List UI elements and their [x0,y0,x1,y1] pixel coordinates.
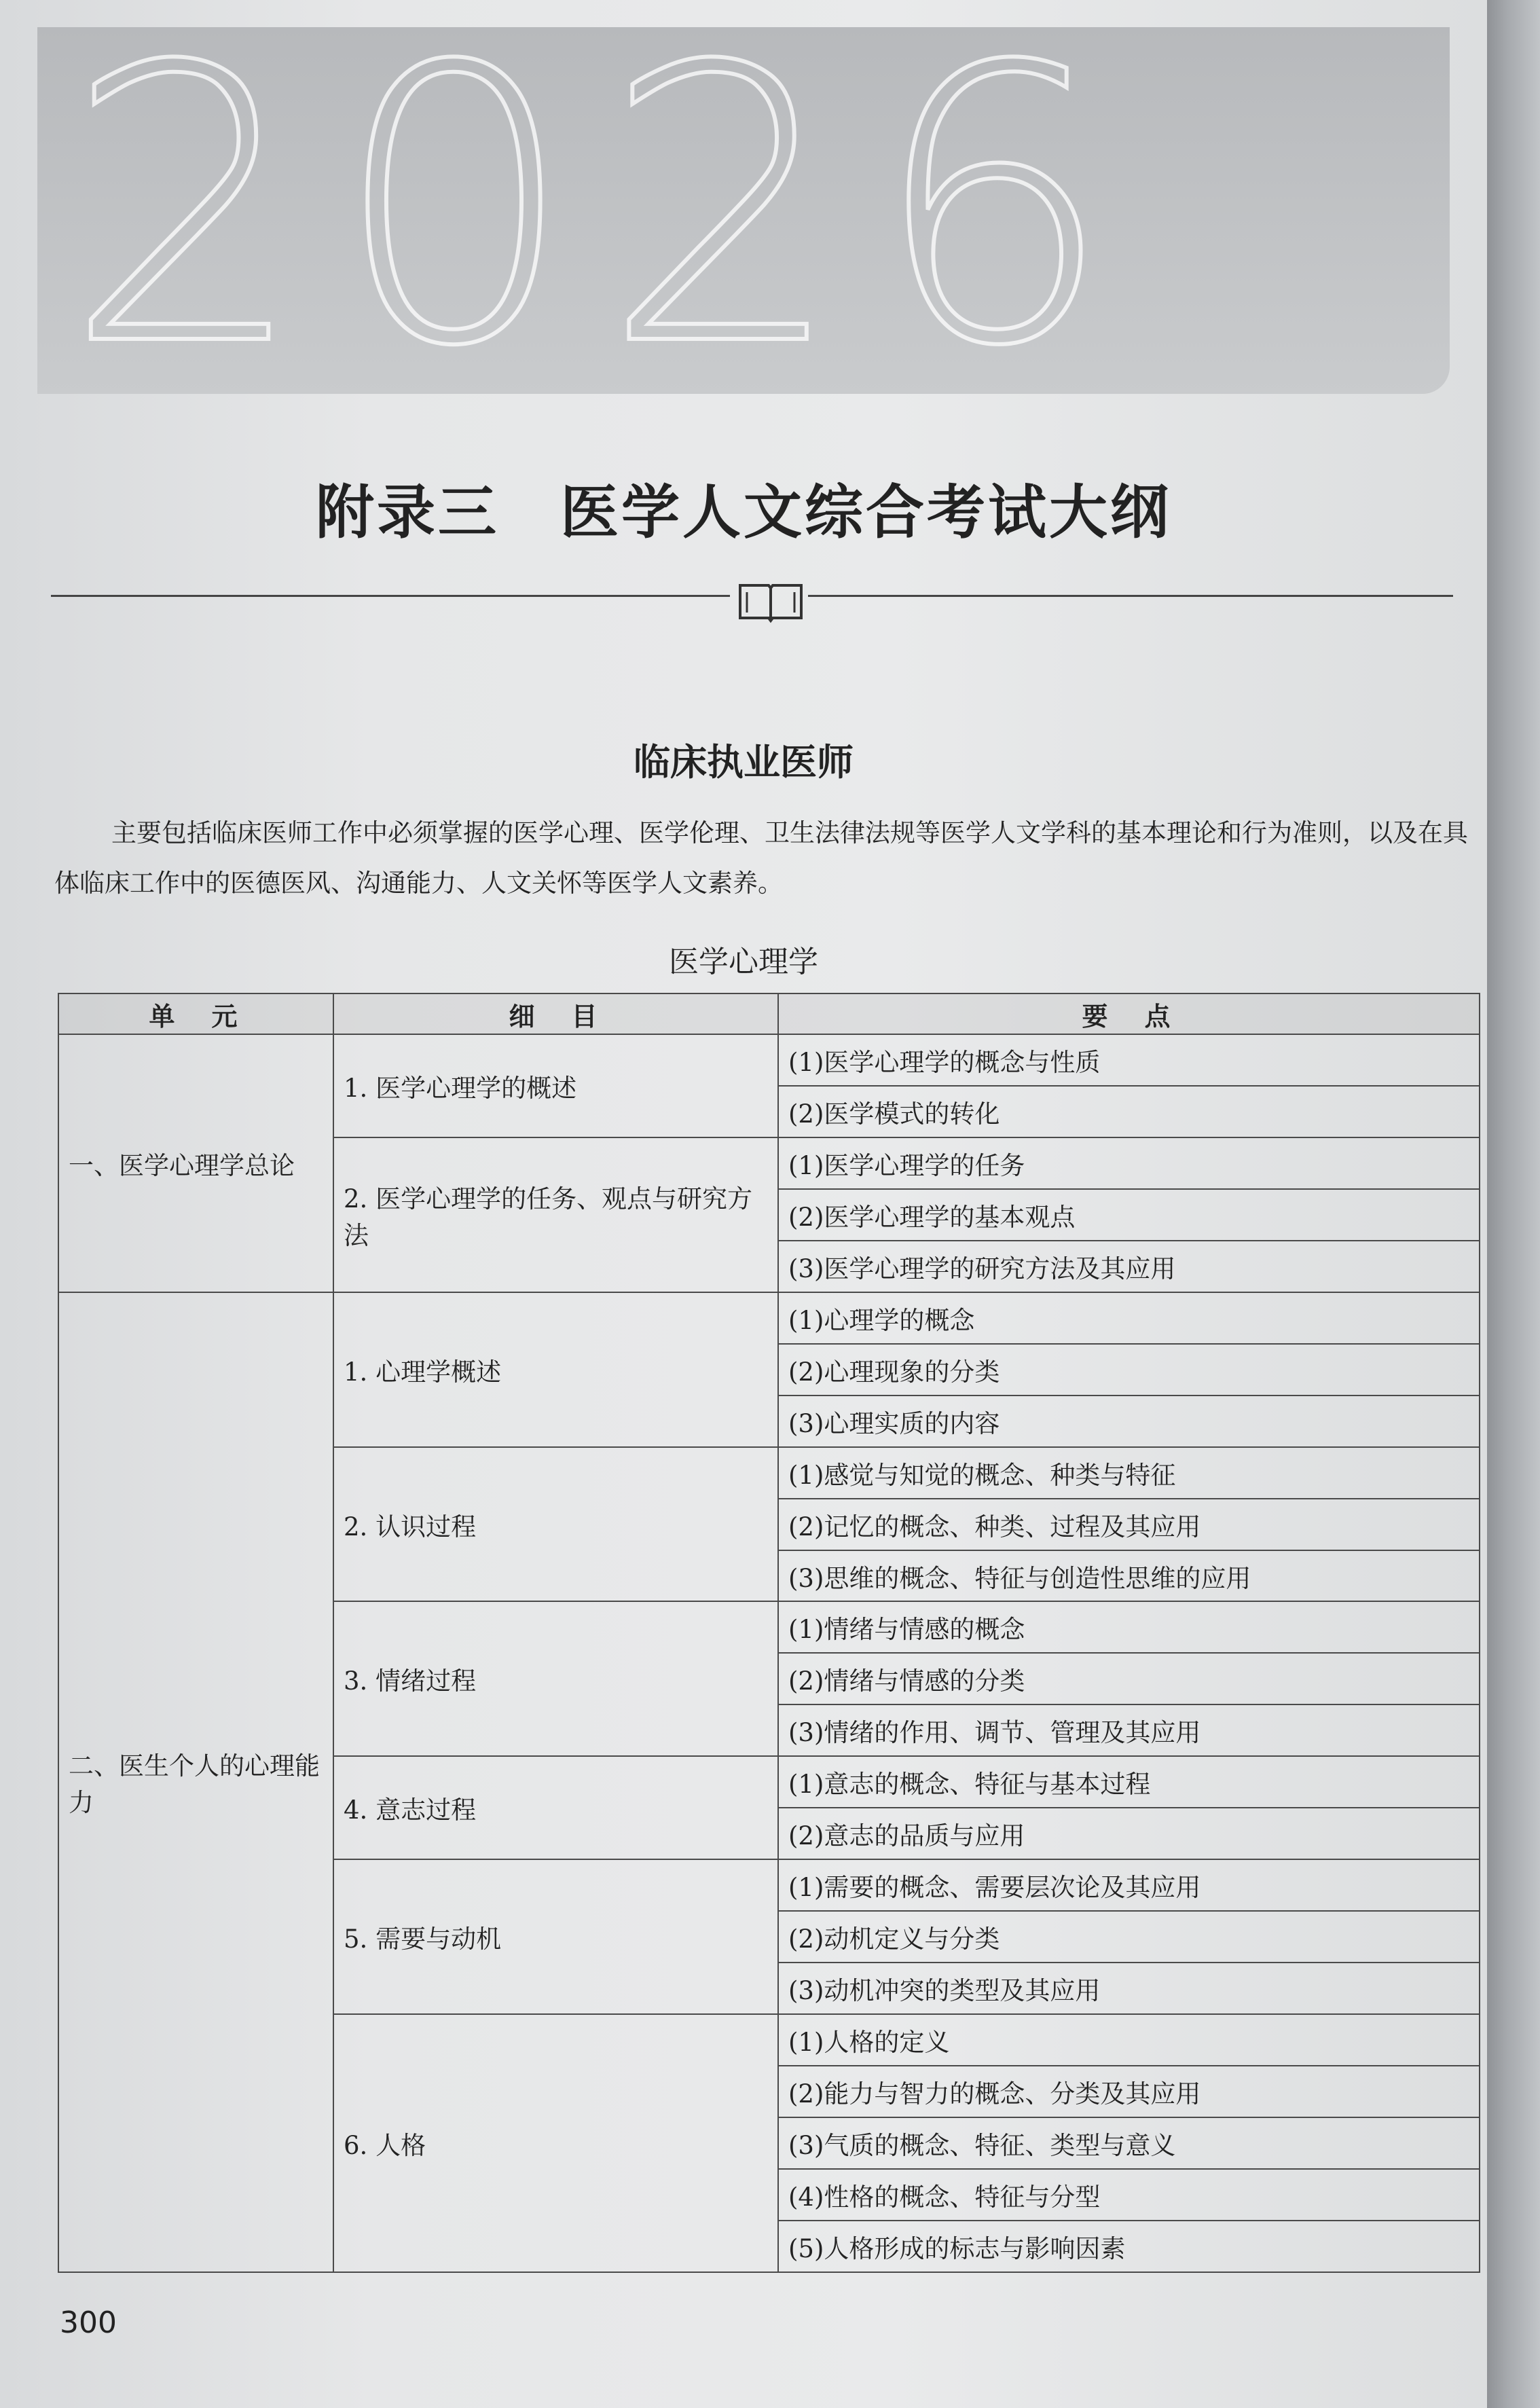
point-cell: (2)动机定义与分类 [778,1911,1480,1963]
title-rule-left [51,595,730,597]
point-cell: (1)情绪与情感的概念 [778,1601,1480,1653]
outline-name: 医学人文综合考试大纲 [560,479,1171,547]
section-title: 医学心理学 [669,945,818,979]
item-cell: 3. 情绪过程 [333,1601,778,1756]
banner-year: 2026 [65,27,1141,394]
point-cell: (1)感觉与知觉的概念、种类与特征 [778,1447,1480,1499]
header-item: 细 目 [333,993,778,1034]
table-row [58,1292,1480,1344]
table-header-row [58,993,1480,1034]
table-row [58,1034,1480,1086]
point-cell: (1)心理学的概念 [778,1292,1480,1344]
point-cell: (3)情绪的作用、调节、管理及其应用 [778,1704,1480,1756]
item-cell: 4. 意志过程 [333,1756,778,1859]
point-cell: (5)人格形成的标志与影响因素 [778,2221,1480,2272]
point-cell: (3)心理实质的内容 [778,1395,1480,1447]
point-cell: (2)医学模式的转化 [778,1086,1480,1137]
item-cell: 1. 医学心理学的概述 [333,1034,778,1137]
open-book-icon [733,577,808,625]
appendix-label: 附录三 [316,479,499,547]
item-cell: 5. 需要与动机 [333,1859,778,2014]
syllabus-table [58,993,1480,2273]
page-number: 300 [60,2305,117,2340]
item-cell: 6. 人格 [333,2014,778,2272]
header-point: 要 点 [778,993,1480,1034]
point-cell: (1)人格的定义 [778,2014,1480,2066]
point-cell: (1)需要的概念、需要层次论及其应用 [778,1859,1480,1911]
point-cell: (2)医学心理学的基本观点 [778,1189,1480,1241]
unit-cell: 一、医学心理学总论 [58,1034,333,1292]
item-cell: 2. 医学心理学的任务、观点与研究方法 [333,1137,778,1292]
point-cell: (1)医学心理学的任务 [778,1137,1480,1189]
unit-cell: 二、医生个人的心理能力 [58,1292,333,2272]
point-cell: (2)情绪与情感的分类 [778,1653,1480,1704]
point-cell: (2)能力与智力的概念、分类及其应用 [778,2066,1480,2117]
point-cell: (3)气质的概念、特征、类型与意义 [778,2117,1480,2169]
header-banner [37,27,1450,394]
point-cell: (4)性格的概念、特征与分型 [778,2169,1480,2221]
page-title [0,465,1487,549]
point-cell: (2)心理现象的分类 [778,1344,1480,1395]
exam-subtitle: 临床执业医师 [634,741,854,784]
header-unit: 单 元 [58,993,333,1034]
point-cell: (3)思维的概念、特征与创造性思维的应用 [778,1550,1480,1602]
item-cell: 2. 认识过程 [333,1447,778,1602]
point-cell: (1)意志的概念、特征与基本过程 [778,1756,1480,1808]
point-cell: (1)医学心理学的概念与性质 [778,1034,1480,1086]
intro-paragraph: 主要包括临床医师工作中必须掌握的医学心理、医学伦理、卫生法律法规等医学人文学科的基本理论和行为准则，以及在具体临床工作中的医德医风、沟通能力、人文关怀等医学人文素养。 [54,818,1468,898]
title-rule-right [808,595,1453,597]
next-page-edge [1487,0,1540,2408]
point-cell: (2)意志的品质与应用 [778,1808,1480,1859]
point-cell: (3)医学心理学的研究方法及其应用 [778,1241,1480,1292]
item-cell: 1. 心理学概述 [333,1292,778,1447]
point-cell: (2)记忆的概念、种类、过程及其应用 [778,1499,1480,1550]
point-cell: (3)动机冲突的类型及其应用 [778,1963,1480,2014]
